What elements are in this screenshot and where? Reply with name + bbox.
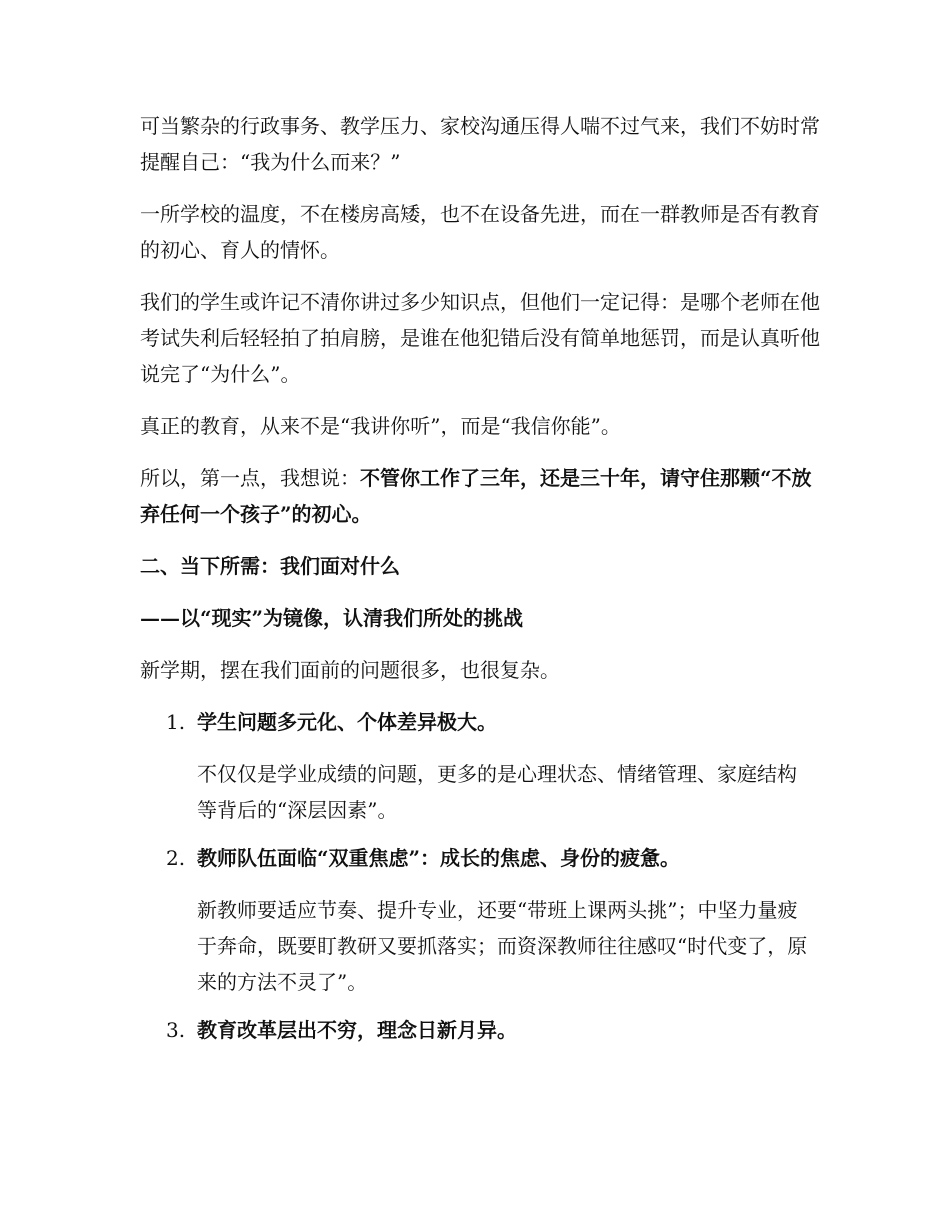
list-item [140,704,820,828]
section-intro: 新学期，摆在我们面前的问题很多，也很复杂。 [140,658,560,682]
list-item-title: 教育改革层出不穷，理念日新月异。 [197,1018,517,1042]
document-page [140,108,820,1064]
list-item-title: 学生问题多元化、个体差异极大。 [197,710,497,734]
paragraph-school-warmth: 一所学校的温度，不在楼房高矮，也不在设备先进，而在一群教师是否有教育的初心、育人的情怀。 [140,202,820,262]
list-item-number: 3. [166,1018,186,1042]
section-heading: 二、当下所需：我们面对什么 [140,554,400,578]
list-item-number: 2. [166,846,186,870]
list-item-body: 新教师要适应节奏、提升专业，还要“带班上课两头挑”；中坚力量疲于奔命，既要盯教研又要抓落实；而资深教师往往感叹“时代变了，原来的方法不灵了”。 [197,898,808,994]
challenge-list [140,704,820,1048]
paragraph-reminder: 可当繁杂的行政事务、教学压力、家校沟通压得人喘不过气来，我们不妨时常提醒自己：“我为什么而来？” [140,114,820,174]
list-item-title: 教师队伍面临“双重焦虑”：成长的焦虑、身份的疲惫。 [197,846,681,870]
list-item [140,840,820,1000]
paragraph-first-point [140,460,820,532]
section-subheading: ——以“现实”为镜像，认清我们所处的挑战 [140,606,524,630]
first-point-lead: 所以，第一点，我想说： [140,466,360,490]
first-point-emphasis: 不管你工作了三年，还是三十年，请守住那颗“不放弃任何一个孩子”的初心。 [140,466,812,526]
list-item [140,1012,820,1048]
paragraph-students-remember: 我们的学生或许记不清你讲过多少知识点，但他们一定记得：是哪个老师在他考试失利后轻轻拍了拍肩膀，是谁在他犯错后没有简单地惩罚，而是认真听他说完了“为什么”。 [140,290,820,386]
list-item-body: 不仅仅是学业成绩的问题，更多的是心理状态、情绪管理、家庭结构等背后的“深层因素”。 [197,762,797,822]
paragraph-true-education: 真正的教育，从来不是“我讲你听”，而是“我信你能”。 [140,414,621,438]
list-item-number: 1. [166,710,186,734]
